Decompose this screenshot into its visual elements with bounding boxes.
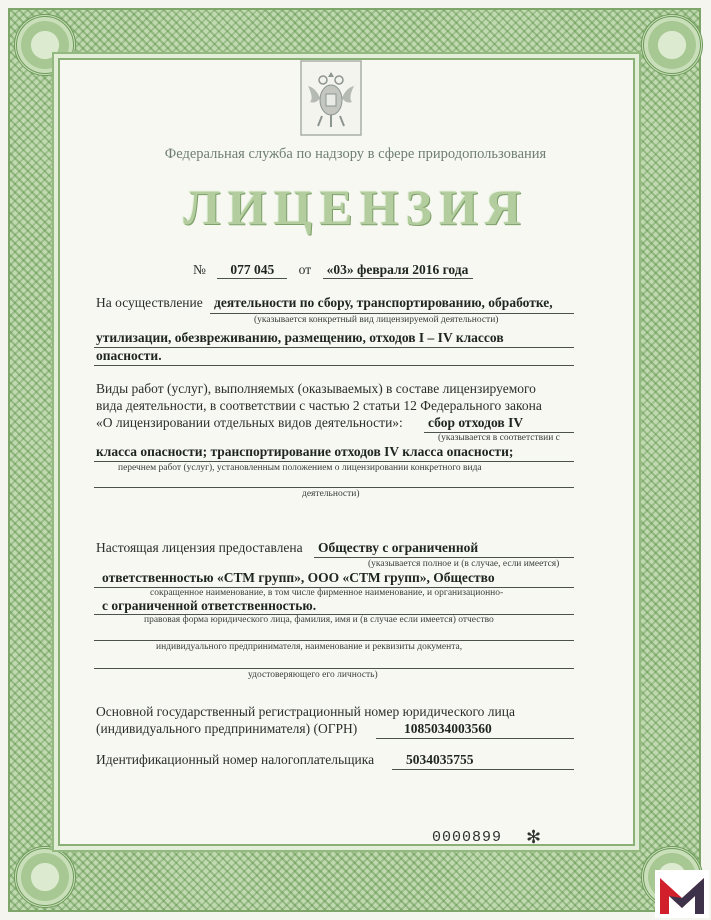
license-number: 077 045 <box>217 262 287 279</box>
underline <box>94 347 574 348</box>
underline <box>94 365 574 366</box>
licensee-hint-2: сокращенное наименование, в том числе фирменное наименование, и организационно- <box>150 588 504 598</box>
footer-mark: ✻ <box>526 827 542 847</box>
corner-ornament <box>641 14 703 76</box>
licensee-hint-5: удостоверяющего его личность) <box>248 670 378 680</box>
underline <box>210 313 574 314</box>
works-text-2: вида деятельности, в соответствии с частью 2 статьи 12 Федерального закона <box>96 398 542 413</box>
activity-label: На осуществление <box>96 295 203 310</box>
works-value-2: класса опасности; транспортирование отходов IV класса опасности; <box>96 444 514 459</box>
works-text-1: Виды работ (услуг), выполняемых (оказываемых) в составе лицензируемого <box>96 381 536 396</box>
date-label: от <box>298 262 312 277</box>
licensee-value-3: с ограниченной ответственностью. <box>102 598 317 613</box>
activity-hint: (указывается конкретный вид лицензируемой деятельности) <box>254 315 499 325</box>
underline <box>314 557 574 558</box>
works-hint-3: деятельности) <box>302 489 360 499</box>
licensee-value-2: ответственностью «СТМ групп», ООО «СТМ групп», Общество <box>102 570 495 585</box>
ogrn-value: 1085034003560 <box>404 721 492 736</box>
corner-ornament <box>14 846 76 908</box>
underline <box>94 640 574 641</box>
works-hint-2: перечнем работ (услуг), установленным положением о лицензировании конкретного вида <box>118 463 482 473</box>
works-text-3: «О лицензировании отдельных видов деятельности»: <box>96 415 403 430</box>
license-date: «03» февраля 2016 года <box>323 262 473 279</box>
agency-name: Федеральная служба по надзору в сфере природопользования <box>164 146 547 162</box>
works-value-1: сбор отходов IV <box>428 415 524 430</box>
activity-line-3: опасности. <box>96 348 162 363</box>
underline <box>94 668 574 669</box>
inn-label: Идентификационный номер налогоплательщика <box>96 752 375 767</box>
license-number-row <box>193 262 473 279</box>
number-label: № <box>193 262 206 277</box>
licensee-hint-3: правовая форма юридического лица, фамилия, имя и (в случае если имеется) отчество <box>144 615 494 625</box>
licensee-hint-1: (указывается полное и (в случае, если имеется) <box>368 559 560 569</box>
underline <box>376 738 574 739</box>
licensee-hint-4: индивидуального предпринимателя, наименование и реквизиты документа, <box>156 642 463 652</box>
m-logo-icon <box>655 870 709 918</box>
ogrn-text-1: Основной государственный регистрационный номер юридического лица <box>96 704 515 719</box>
activity-line-1: деятельности по сбору, транспортированию, обработке, <box>214 295 553 310</box>
underline <box>94 487 574 488</box>
ogrn-text-2: (индивидуального предпринимателя) (ОГРН) <box>96 721 358 736</box>
licensee-value-1: Обществу с ограниченной <box>318 540 479 555</box>
underline <box>392 769 574 770</box>
licensee-label: Настоящая лицензия предоставлена <box>96 540 303 555</box>
underline <box>94 461 574 462</box>
russian-coat-of-arms-icon <box>298 58 364 138</box>
inn-value: 5034035755 <box>406 752 474 767</box>
works-hint-1: (указывается в соответствии с <box>438 433 560 443</box>
document-title: ЛИЦЕНЗИЯ <box>183 179 528 235</box>
serial-number: 0000899 <box>432 829 503 846</box>
activity-line-2: утилизации, обезвреживанию, размещению, отходов I – IV классов <box>96 330 504 345</box>
